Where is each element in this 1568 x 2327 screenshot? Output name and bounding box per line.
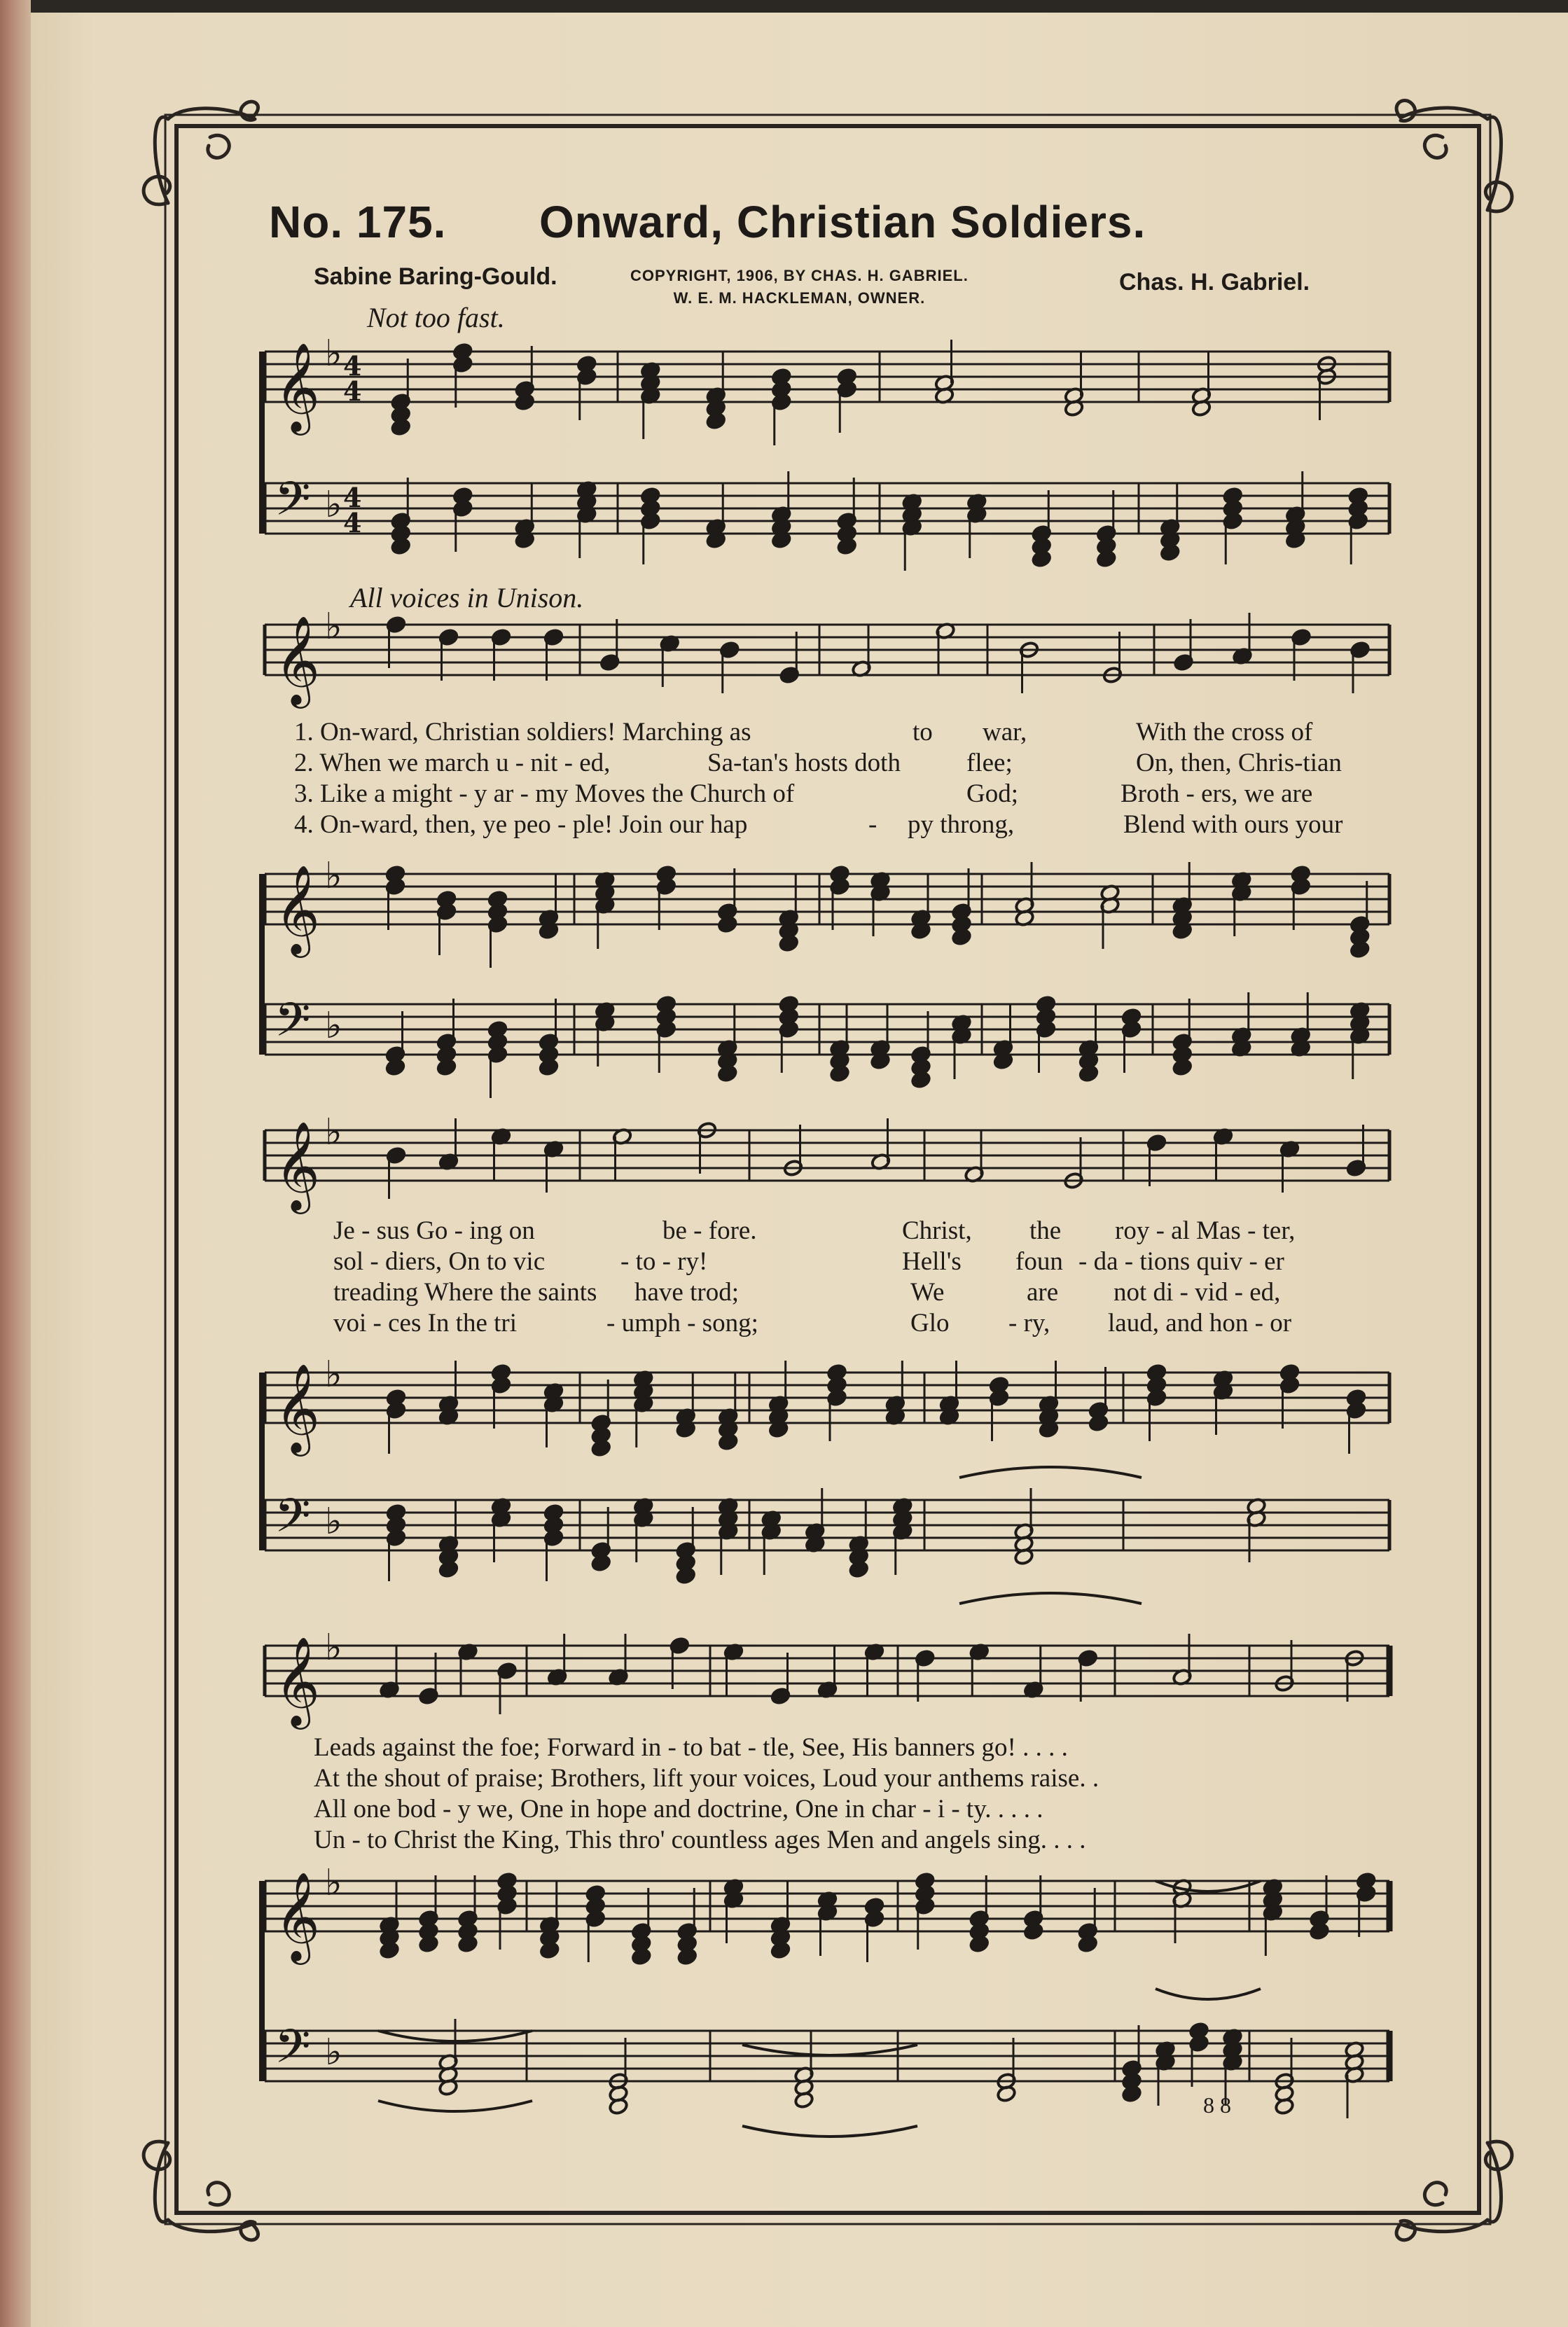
- hymn-number: No. 175.: [269, 197, 447, 247]
- flat-sign: ♭: [325, 2031, 342, 2074]
- verse-3-chorus-b: have trod;: [634, 1278, 739, 1307]
- verse-3-chorus-c: We: [910, 1278, 945, 1307]
- author-credit: Sabine Baring-Gould.: [314, 263, 557, 290]
- tempo-marking: Not too fast.: [367, 302, 505, 333]
- verse-1-chorus-c: Christ,: [902, 1216, 972, 1245]
- verse-4-chorus-b: - umph - song;: [606, 1309, 758, 1338]
- flat-sign: ♭: [325, 1627, 342, 1669]
- verse-3-line-a: 3. Like a might - y ar - my Moves the Church of: [294, 779, 795, 808]
- tie-arc: [959, 1593, 1142, 1604]
- verse-2-line-a: 2. When we march u - nit - ed,: [294, 749, 611, 777]
- verse-3-line-d: Broth - ers, we are: [1121, 779, 1313, 808]
- verse-3-final-line: All one bod - y we, One in hope and doctrine, One in char - i - ty. . . . .: [314, 1795, 1043, 1824]
- flat-sign: ♭: [325, 484, 342, 526]
- verse-2-chorus-b: - to - ry!: [620, 1247, 708, 1276]
- verse-4-line-b: -: [868, 810, 877, 839]
- treble-clef: 𝄞: [275, 864, 321, 954]
- flat-sign: ♭: [325, 1862, 342, 1904]
- verse-1-line-b: to: [913, 718, 933, 746]
- hymn-title: Onward, Christian Soldiers.: [539, 197, 1146, 247]
- verse-1-chorus-e: roy - al Mas - ter,: [1115, 1216, 1296, 1245]
- tie-arc: [1156, 1989, 1261, 1999]
- treble-clef: 𝄞: [275, 615, 321, 704]
- verse-2-line-b: Sa-tan's hosts doth: [707, 749, 901, 777]
- verse-2-chorus-d: foun: [1015, 1247, 1063, 1276]
- verse-1-chorus-d: the: [1029, 1216, 1062, 1245]
- verse-4-line-d: Blend with ours your: [1123, 810, 1343, 839]
- time-signature: 4: [343, 350, 362, 382]
- tie-arc: [378, 2101, 532, 2111]
- verse-4-chorus-a: voi - ces In the tri: [333, 1309, 517, 1338]
- tie-arc: [742, 2045, 917, 2055]
- verse-4-chorus-d: - ry,: [1008, 1309, 1050, 1338]
- tie-arc: [742, 2126, 917, 2137]
- verse-4-line-a: 4. On-ward, then, ye peo - ple! Join our hap: [294, 810, 748, 839]
- verse-4-final-line: Un - to Christ the King, This thro' countless ages Men and angels sing. . . .: [314, 1826, 1086, 1854]
- verse-3-chorus-e: not di - vid - ed,: [1113, 1278, 1281, 1307]
- tie-arc: [1156, 1881, 1261, 1891]
- verse-1-line-a: 1. On-ward, Christian soldiers! Marching as: [294, 718, 751, 746]
- flat-sign: ♭: [325, 606, 342, 648]
- verse-4-chorus-c: Glo: [910, 1309, 950, 1338]
- treble-clef: 𝄞: [275, 342, 321, 431]
- verse-4-line-c: py throng,: [908, 810, 1015, 839]
- flat-sign: ♭: [325, 1111, 342, 1153]
- bass-clef: 𝄢: [275, 1489, 311, 1554]
- verse-1-final-line: Leads against the foe; Forward in - to bat - tle, See, His banners go! . . . .: [314, 1733, 1068, 1762]
- flat-sign: ♭: [325, 1005, 342, 1047]
- verse-3-chorus-a: treading Where the saints: [333, 1278, 597, 1307]
- time-signature: 4: [343, 375, 362, 407]
- tie-arc: [959, 1467, 1142, 1478]
- verse-2-line-d: On, then, Chris-tian: [1136, 749, 1342, 777]
- verse-1-line-c: war,: [983, 718, 1027, 746]
- treble-clef: 𝄞: [275, 1120, 321, 1210]
- verse-3-chorus-d: are: [1027, 1278, 1059, 1307]
- copyright-line: COPYRIGHT, 1906, BY CHAS. H. GABRIEL.: [630, 267, 969, 284]
- flat-sign: ♭: [325, 855, 342, 897]
- verse-1-chorus-b: be - fore.: [662, 1216, 757, 1245]
- verse-2-chorus-a: sol - diers, On to vic: [333, 1247, 546, 1276]
- verse-2-chorus-e: - da - tions quiv - er: [1078, 1247, 1284, 1276]
- copyright-owner-line: W. E. M. HACKLEMAN, OWNER.: [673, 289, 926, 307]
- verse-3-line-c: God;: [966, 779, 1018, 808]
- verse-2-line-c: flee;: [966, 749, 1013, 777]
- verse-1-line-d: With the cross of: [1136, 718, 1313, 746]
- verse-1-chorus-a: Je - sus Go - ing on: [333, 1216, 535, 1245]
- verse-2-final-line: At the shout of praise; Brothers, lift your voices, Loud your anthems raise. .: [314, 1764, 1099, 1793]
- bass-clef: 𝄢: [275, 472, 311, 537]
- flat-sign: ♭: [325, 333, 342, 375]
- flat-sign: ♭: [325, 1501, 342, 1543]
- composer-credit: Chas. H. Gabriel.: [1119, 269, 1310, 296]
- unison-marking: All voices in Unison.: [350, 582, 584, 613]
- time-signature: 4: [343, 507, 362, 539]
- flat-sign: ♭: [325, 1354, 342, 1396]
- time-signature: 4: [343, 482, 362, 513]
- verse-2-chorus-c: Hell's: [902, 1247, 962, 1276]
- bass-clef: 𝄢: [275, 2020, 311, 2085]
- page-mark: 8 8: [1203, 2092, 1231, 2118]
- treble-clef: 𝄞: [275, 1363, 321, 1452]
- bass-clef: 𝄢: [275, 993, 311, 1058]
- treble-clef: 𝄞: [275, 1871, 321, 1961]
- verse-4-chorus-e: laud, and hon - or: [1108, 1309, 1292, 1338]
- treble-clef: 𝄞: [275, 1636, 321, 1725]
